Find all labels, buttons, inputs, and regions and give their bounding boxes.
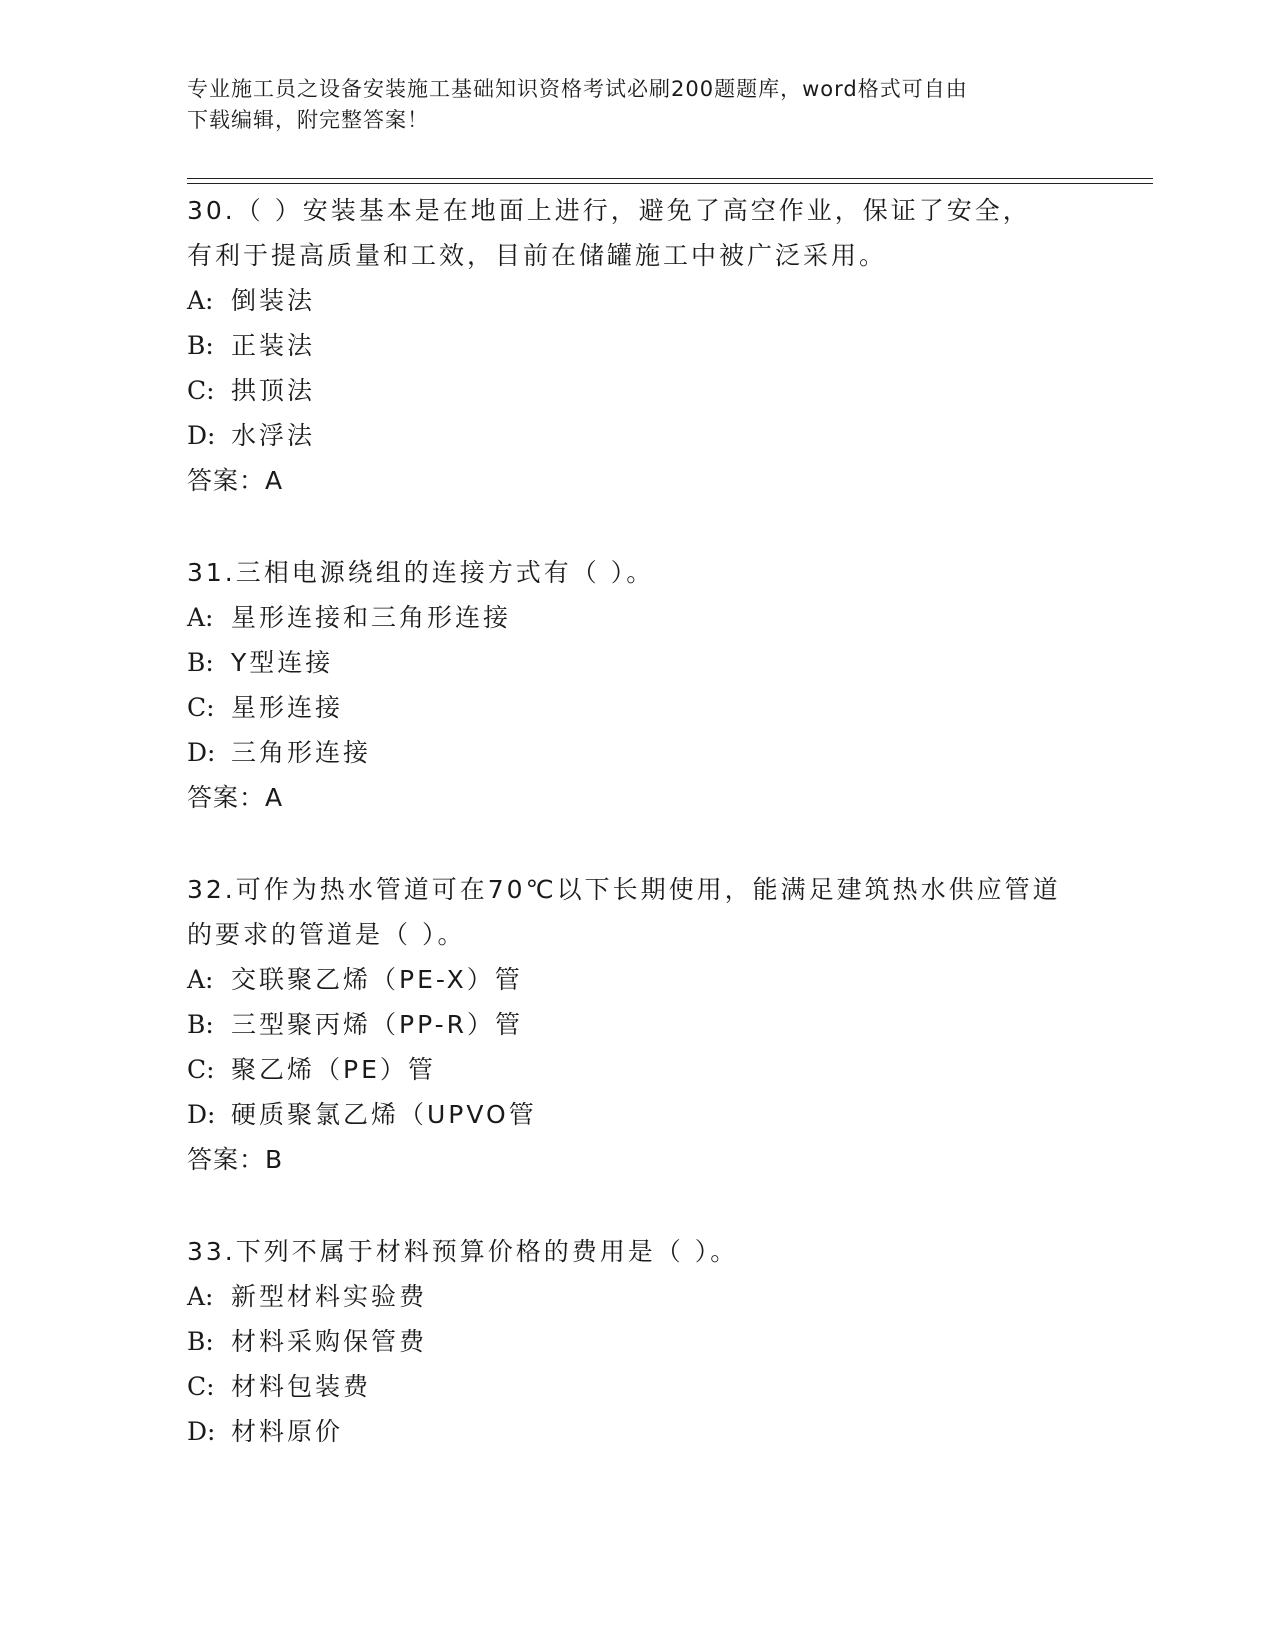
header-divider-bottom bbox=[187, 183, 1153, 184]
option-c bbox=[187, 368, 1137, 413]
option-text: 新型材料实验费 bbox=[231, 1282, 428, 1311]
option-text: 三角形连接 bbox=[231, 738, 372, 767]
option-c bbox=[187, 1047, 1137, 1092]
option-key: C: bbox=[187, 376, 215, 405]
option-text: Y型连接 bbox=[231, 648, 334, 677]
document-header bbox=[187, 74, 1087, 136]
option-text: 拱顶法 bbox=[231, 376, 316, 405]
answer-line: 答案：A bbox=[187, 466, 284, 495]
question-text bbox=[187, 1229, 1137, 1274]
option-text: 材料原价 bbox=[231, 1417, 344, 1446]
option-text: 聚乙烯（PE）管 bbox=[231, 1055, 436, 1084]
option-text: 材料包装费 bbox=[231, 1372, 372, 1401]
option-key: C: bbox=[187, 1372, 215, 1401]
option-key: A: bbox=[187, 1282, 214, 1311]
question-33 bbox=[187, 1229, 1137, 1454]
question-text-line: 31.三相电源绕组的连接方式有（ ）。 bbox=[187, 558, 655, 587]
header-line-1: 专业施工员之设备安装施工基础知识资格考试必刷200题题库，word格式可自由 bbox=[187, 77, 968, 101]
question-text-line: 33.下列不属于材料预算价格的费用是（ ）。 bbox=[187, 1237, 739, 1266]
option-key: A: bbox=[187, 603, 214, 632]
option-text: 硬质聚氯乙烯（UPVO管 bbox=[231, 1100, 537, 1129]
option-key: B: bbox=[187, 648, 214, 677]
option-text: 三型聚丙烯（PP-R）管 bbox=[231, 1010, 523, 1039]
option-key: D: bbox=[187, 738, 216, 767]
option-a bbox=[187, 278, 1137, 323]
option-text: 星形连接和三角形连接 bbox=[231, 603, 512, 632]
question-31 bbox=[187, 550, 1137, 820]
option-key: D: bbox=[187, 421, 216, 450]
option-b bbox=[187, 1002, 1137, 1047]
option-b bbox=[187, 1319, 1137, 1364]
option-b bbox=[187, 323, 1137, 368]
question-text-line: 32.可作为热水管道可在70℃以下长期使用，能满足建筑热水供应管道 bbox=[187, 875, 1061, 904]
option-key: B: bbox=[187, 331, 214, 360]
option-text: 倒装法 bbox=[231, 286, 316, 315]
option-d bbox=[187, 1409, 1137, 1454]
option-text: 星形连接 bbox=[231, 693, 344, 722]
option-d bbox=[187, 730, 1137, 775]
option-text: 交联聚乙烯（PE-X）管 bbox=[231, 965, 523, 994]
option-key: B: bbox=[187, 1327, 214, 1356]
question-text bbox=[187, 188, 1137, 278]
question-32 bbox=[187, 867, 1137, 1182]
option-key: B: bbox=[187, 1010, 214, 1039]
question-text bbox=[187, 550, 1137, 595]
question-30 bbox=[187, 188, 1137, 503]
question-text-line: 有利于提高质量和工效，目前在储罐施工中被广泛采用。 bbox=[187, 241, 888, 270]
option-key: A: bbox=[187, 286, 214, 315]
option-text: 材料采购保管费 bbox=[231, 1327, 428, 1356]
option-text: 正装法 bbox=[231, 331, 316, 360]
option-b bbox=[187, 640, 1137, 685]
option-a bbox=[187, 1274, 1137, 1319]
option-d bbox=[187, 1092, 1137, 1137]
question-text-line: 30.（ ）安装基本是在地面上进行，避免了高空作业，保证了安全， bbox=[187, 196, 1031, 225]
option-key: C: bbox=[187, 693, 215, 722]
option-d bbox=[187, 413, 1137, 458]
header-divider-top bbox=[187, 178, 1153, 179]
option-a bbox=[187, 957, 1137, 1002]
option-a bbox=[187, 595, 1137, 640]
option-c bbox=[187, 685, 1137, 730]
question-list bbox=[187, 188, 1137, 1501]
question-text bbox=[187, 867, 1137, 957]
option-text: 水浮法 bbox=[231, 421, 316, 450]
answer-line: 答案：B bbox=[187, 1145, 284, 1174]
header-line-2: 下载编辑，附完整答案！ bbox=[187, 108, 429, 132]
option-c bbox=[187, 1364, 1137, 1409]
option-key: C: bbox=[187, 1055, 215, 1084]
option-key: D: bbox=[187, 1100, 216, 1129]
question-text-line: 的要求的管道是（ ）。 bbox=[187, 920, 466, 949]
option-key: D: bbox=[187, 1417, 216, 1446]
option-key: A: bbox=[187, 965, 214, 994]
answer-line: 答案：A bbox=[187, 783, 284, 812]
